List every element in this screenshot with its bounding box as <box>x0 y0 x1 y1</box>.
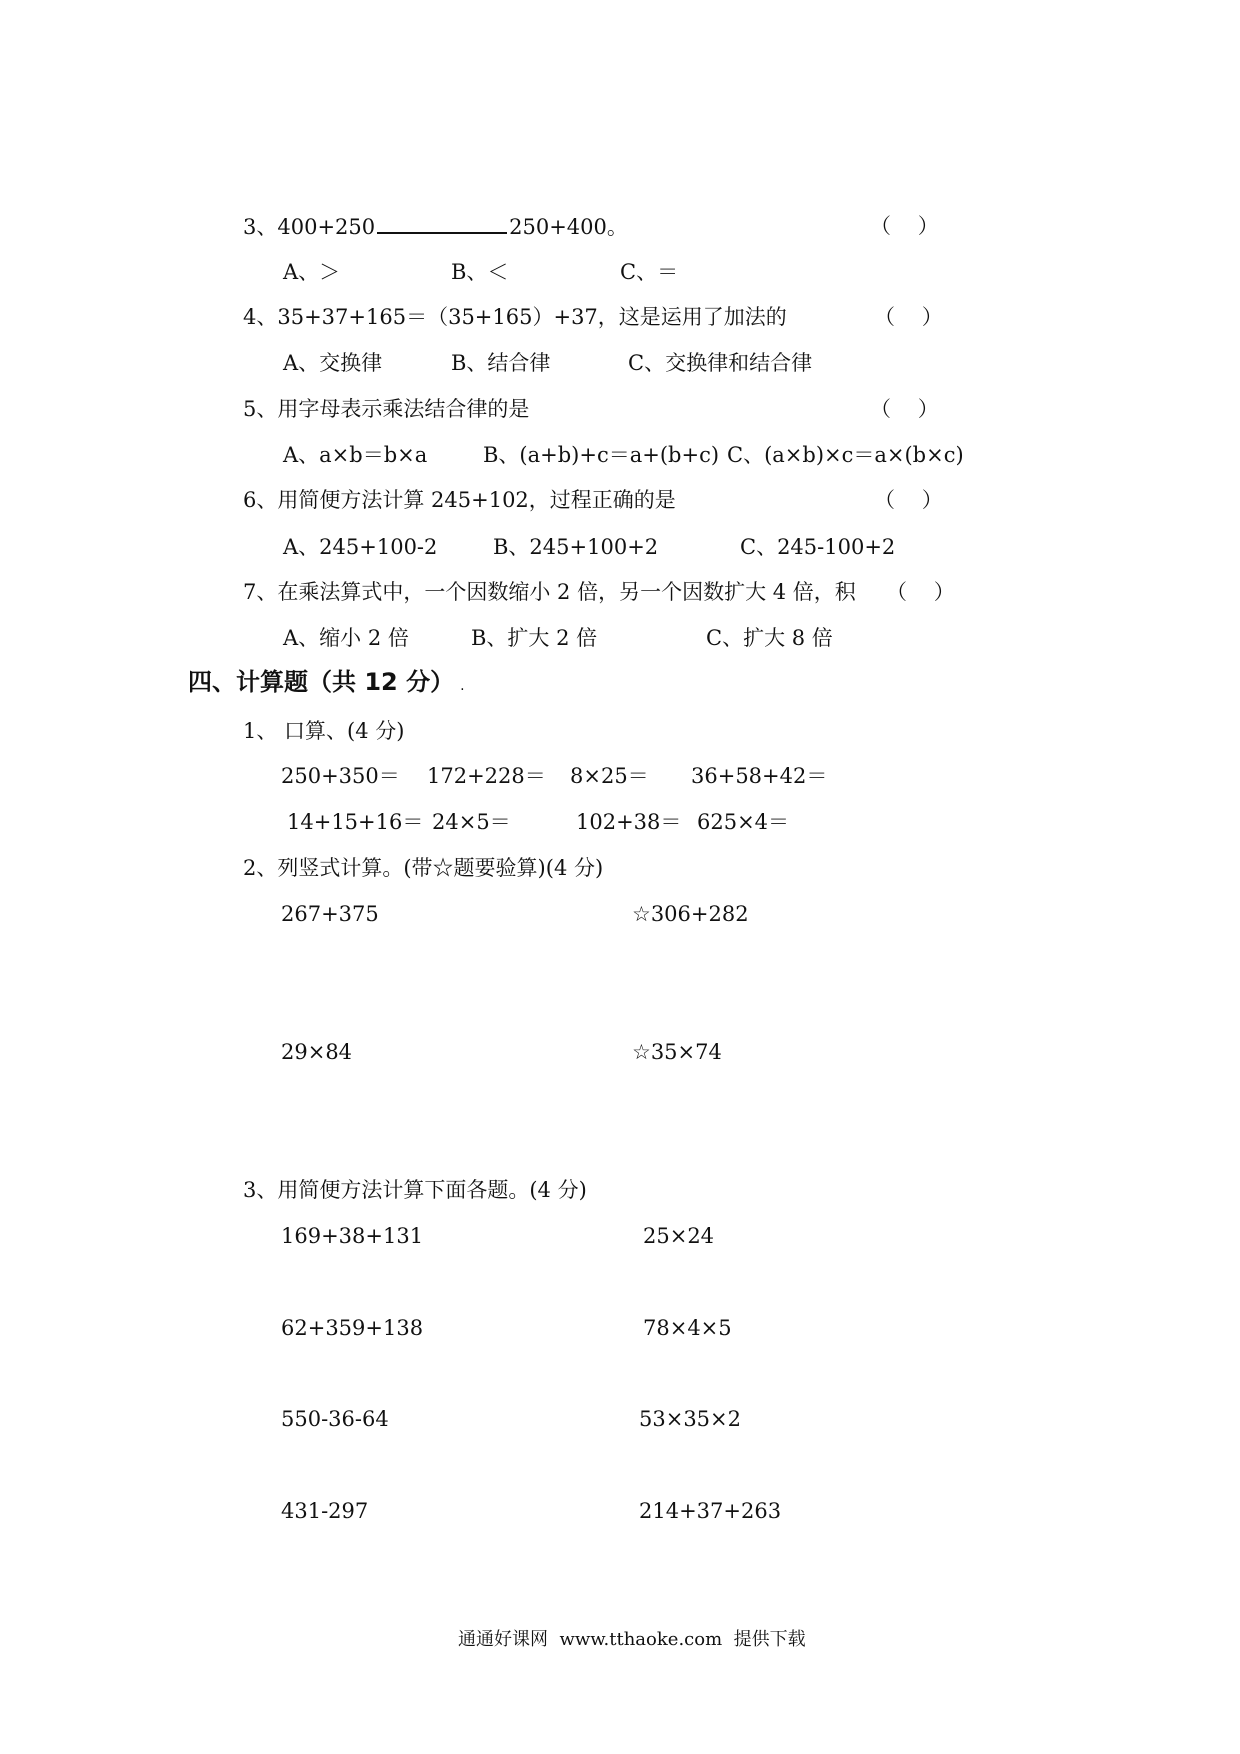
answer-bracket: （ ） <box>874 305 943 329</box>
simple-calc-item: 62+359+138 <box>281 1316 424 1340</box>
option-b: B、扩大 2 倍 <box>471 626 598 650</box>
simple-calc-item: 169+38+131 <box>281 1224 424 1248</box>
option-b: B、结合律 <box>451 351 551 375</box>
answer-blank <box>377 212 507 234</box>
option-a: A、a×b＝b×a <box>283 443 428 467</box>
oral-calc-item: 625×4＝ <box>697 810 790 834</box>
stray-dot: . <box>460 678 465 694</box>
vertical-calc-item: 267+375 <box>281 902 379 926</box>
answer-bracket: （ ） <box>886 580 955 604</box>
simple-calc-item: 78×4×5 <box>643 1316 732 1340</box>
question-3-stem: 3、400+250 250+400。 <box>243 212 628 241</box>
oral-calc-item: 14+15+16＝ <box>287 810 424 834</box>
option-c: C、扩大 8 倍 <box>706 626 833 650</box>
oral-calc-item: 36+58+42＝ <box>691 764 828 788</box>
page-footer: 通通好课网 www.tthaoke.com 提供下载 <box>458 1629 806 1650</box>
answer-bracket: （ ） <box>874 488 943 512</box>
answer-bracket: （ ） <box>870 214 939 238</box>
answer-bracket: （ ） <box>870 397 939 421</box>
option-c: C、交换律和结合律 <box>628 351 813 375</box>
oral-calc-item: 102+38＝ <box>576 810 682 834</box>
simple-calc-item: 25×24 <box>643 1224 715 1248</box>
oral-calc-item: 172+228＝ <box>427 764 546 788</box>
option-c: C、245-100+2 <box>740 535 896 559</box>
option-b: B、245+100+2 <box>493 535 659 559</box>
simple-calc-title: 3、用简便方法计算下面各题。(4 分) <box>243 1178 587 1202</box>
question-7-stem: 7、在乘法算式中，一个因数缩小 2 倍，另一个因数扩大 4 倍，积 <box>243 580 856 604</box>
oral-calc-title: 1、 口算、(4 分) <box>243 719 405 743</box>
question-5-stem: 5、用字母表示乘法结合律的是 <box>243 397 530 421</box>
vertical-calc-item: ☆35×74 <box>632 1040 722 1064</box>
simple-calc-item: 53×35×2 <box>639 1407 741 1431</box>
vertical-calc-item: ☆306+282 <box>632 902 749 926</box>
simple-calc-item: 550-36-64 <box>281 1407 389 1431</box>
vertical-calc-title: 2、列竖式计算。(带☆题要验算)(4 分) <box>243 856 604 880</box>
simple-calc-item: 214+37+263 <box>639 1499 782 1523</box>
option-a: A、缩小 2 倍 <box>283 626 409 650</box>
vertical-calc-item: 29×84 <box>281 1040 353 1064</box>
section-title: 四、计算题（共 12 分） . <box>188 668 465 696</box>
option-b: B、(a+b)+c＝a+(b+c) <box>483 443 720 467</box>
question-4-stem: 4、35+37+165＝（35+165）+37，这是运用了加法的 <box>243 305 787 329</box>
oral-calc-item: 250+350＝ <box>281 764 400 788</box>
option-a: A、245+100-2 <box>283 535 438 559</box>
option-c: C、＝ <box>620 260 679 284</box>
oral-calc-item: 24×5＝ <box>432 810 511 834</box>
option-b: B、＜ <box>451 260 509 284</box>
question-6-stem: 6、用简便方法计算 245+102，过程正确的是 <box>243 488 676 512</box>
option-c: C、(a×b)×c＝a×(b×c) <box>727 443 964 467</box>
oral-calc-item: 8×25＝ <box>570 764 649 788</box>
option-a: A、＞ <box>283 260 341 284</box>
option-a: A、交换律 <box>283 351 383 375</box>
simple-calc-item: 431-297 <box>281 1499 369 1523</box>
